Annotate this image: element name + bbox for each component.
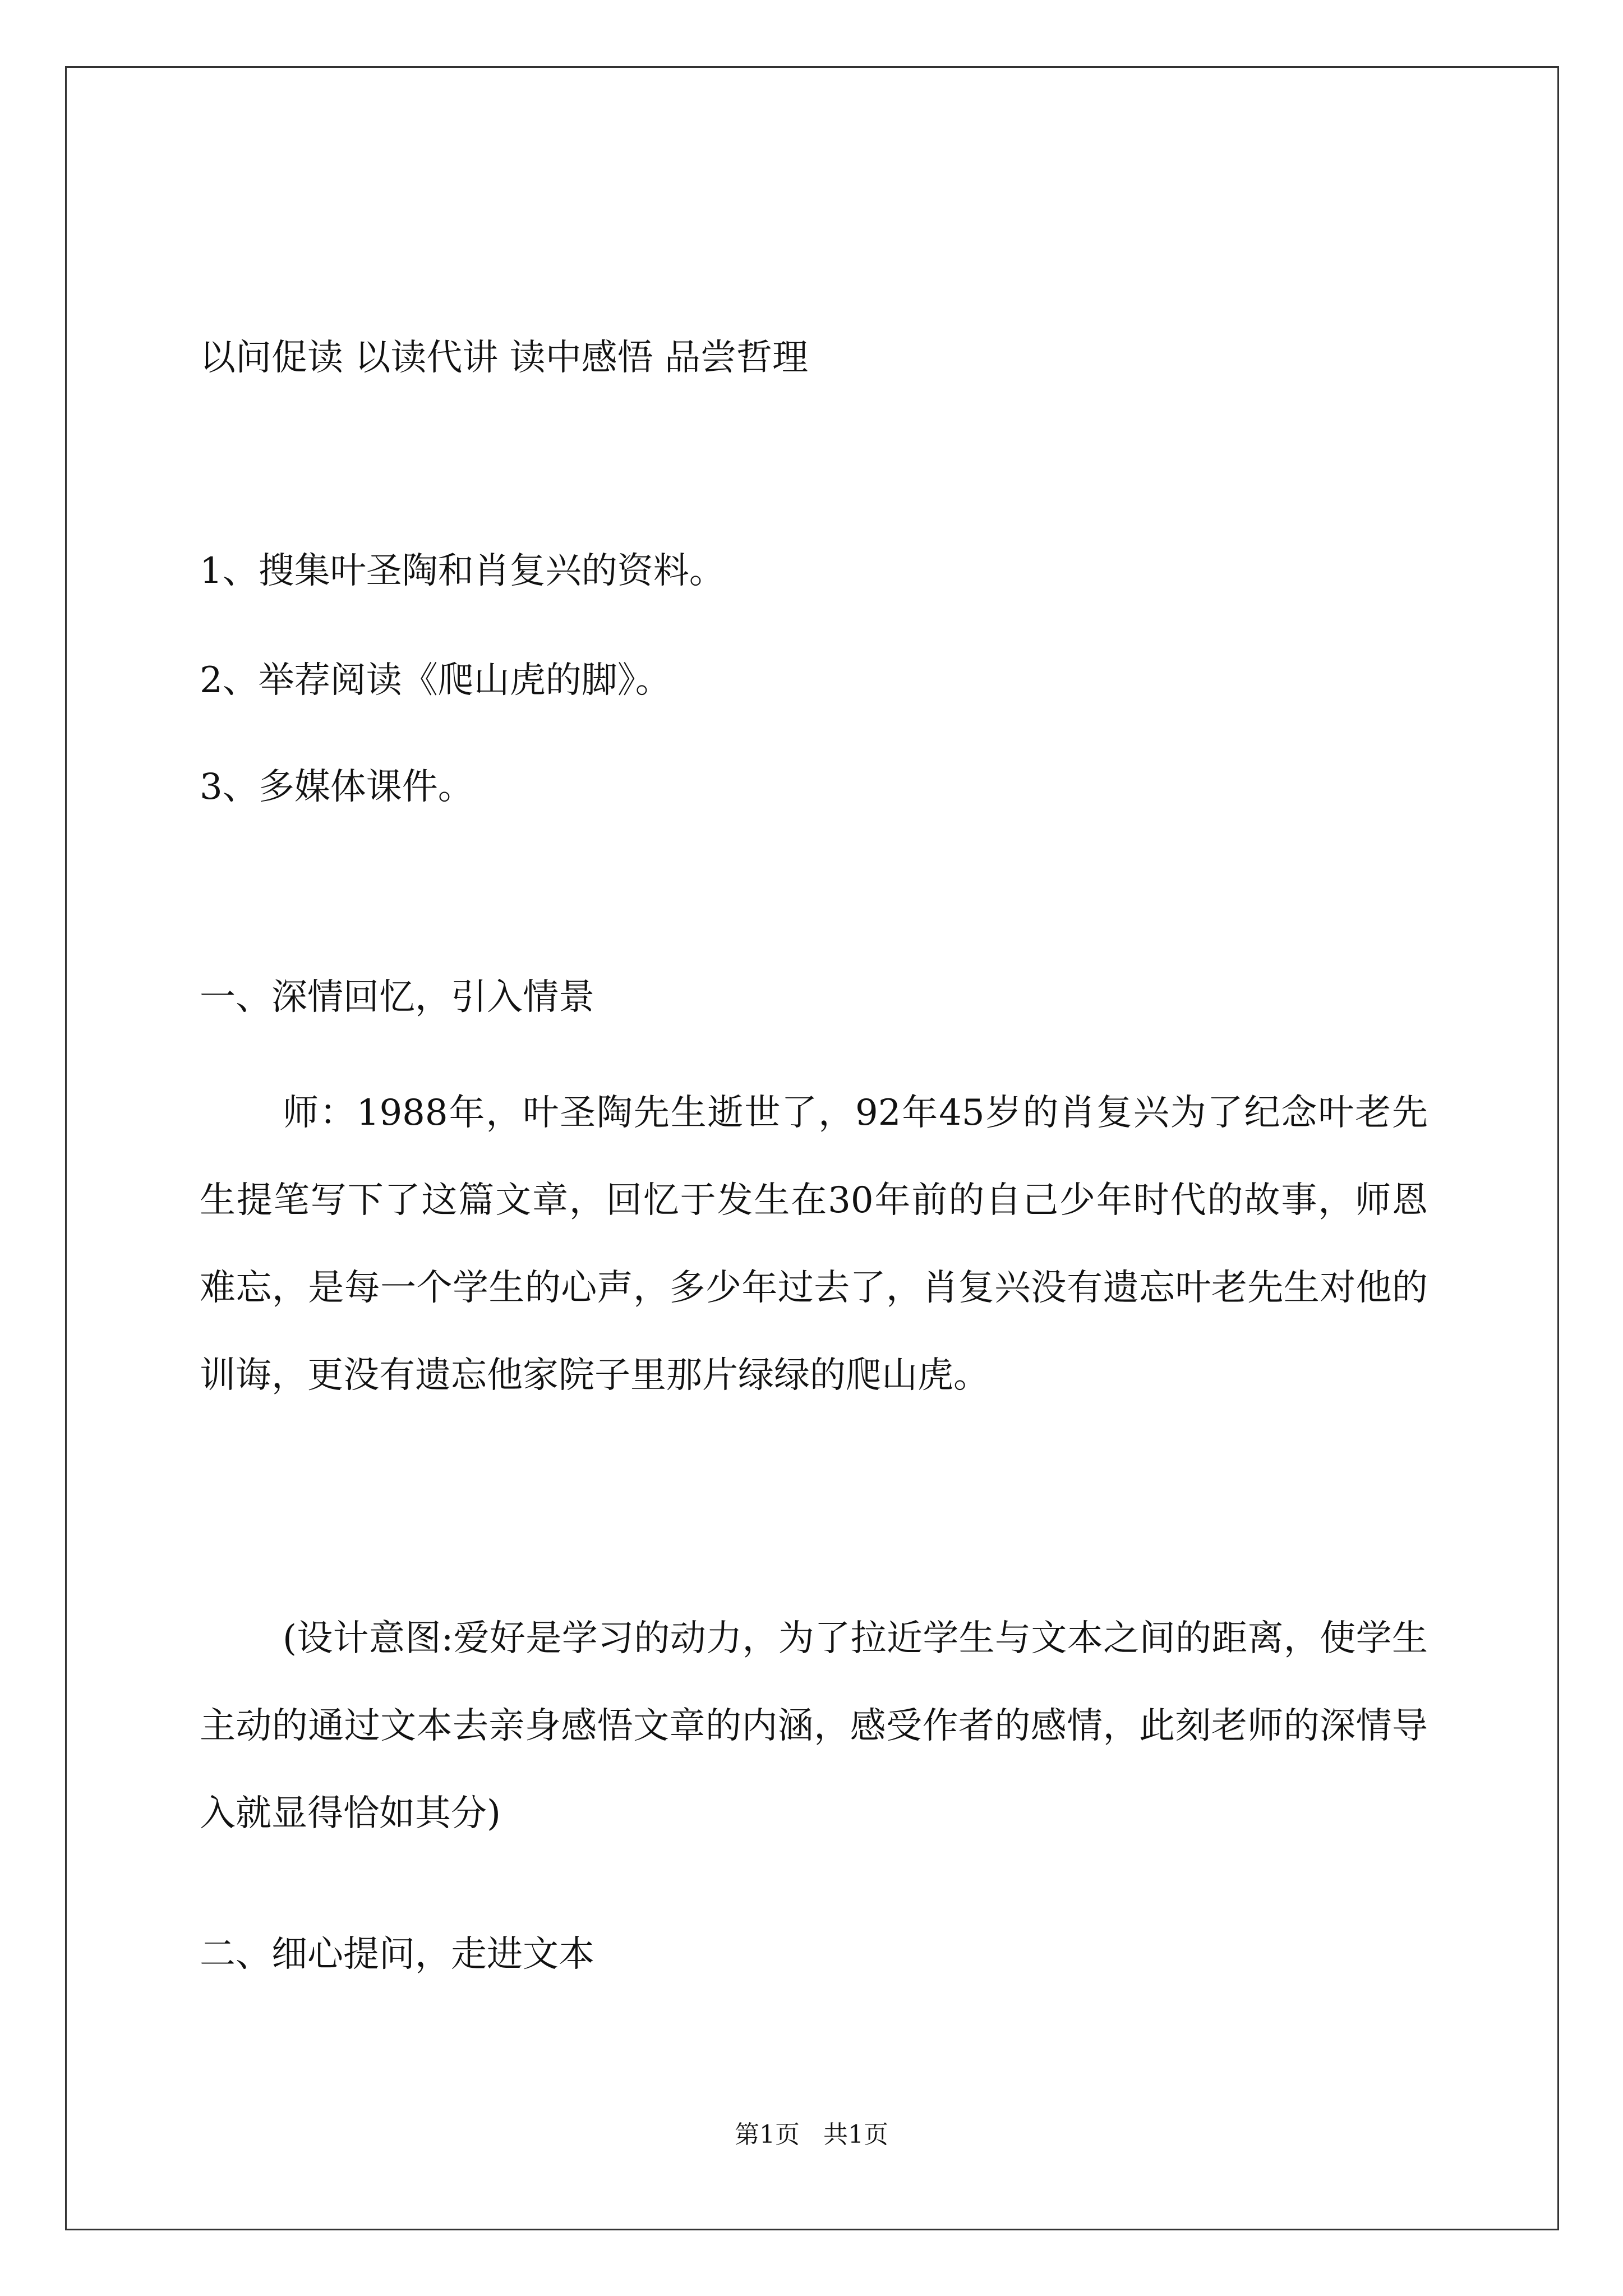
- page-number: 第1页: [735, 2120, 800, 2149]
- prep-item-1: 1、搜集叶圣陶和肖复兴的资料。: [200, 550, 725, 592]
- document-subtitle: 以问促读 以读代讲 读中感悟 品尝哲理: [200, 337, 809, 379]
- page-total: 共1页: [823, 2120, 888, 2149]
- section2-heading: 二、细心提问，走进文本: [200, 1934, 594, 1975]
- design-note-paragraph: (设计意图:爱好是学习的动力，为了拉近学生与文本之间的距离，使学生主动的通过文本去亲身感悟文章的内涵，感受作者的感情，此刻老师的深情导入就显得恰如其分): [200, 1618, 1428, 1834]
- section1-heading: 一、深情回忆，引入情景: [200, 977, 594, 1018]
- prep-item-2: 2、举荐阅读《爬山虎的脚》。: [200, 660, 671, 701]
- section1-paragraph: 师：1988年，叶圣陶先生逝世了，92年45岁的肖复兴为了纪念叶老先生提笔写下了这篇文章，回忆于发生在30年前的自己少年时代的故事，师恩难忘，是每一个学生的心声，多少年过去了，肖复兴没有遗忘叶老先生对他的训诲，更没有遗忘他家院子里那片绿绿的爬山虎。: [200, 1092, 1428, 1396]
- page-footer: [0, 2118, 1623, 2152]
- prep-item-3: 3、多媒体课件。: [200, 766, 474, 808]
